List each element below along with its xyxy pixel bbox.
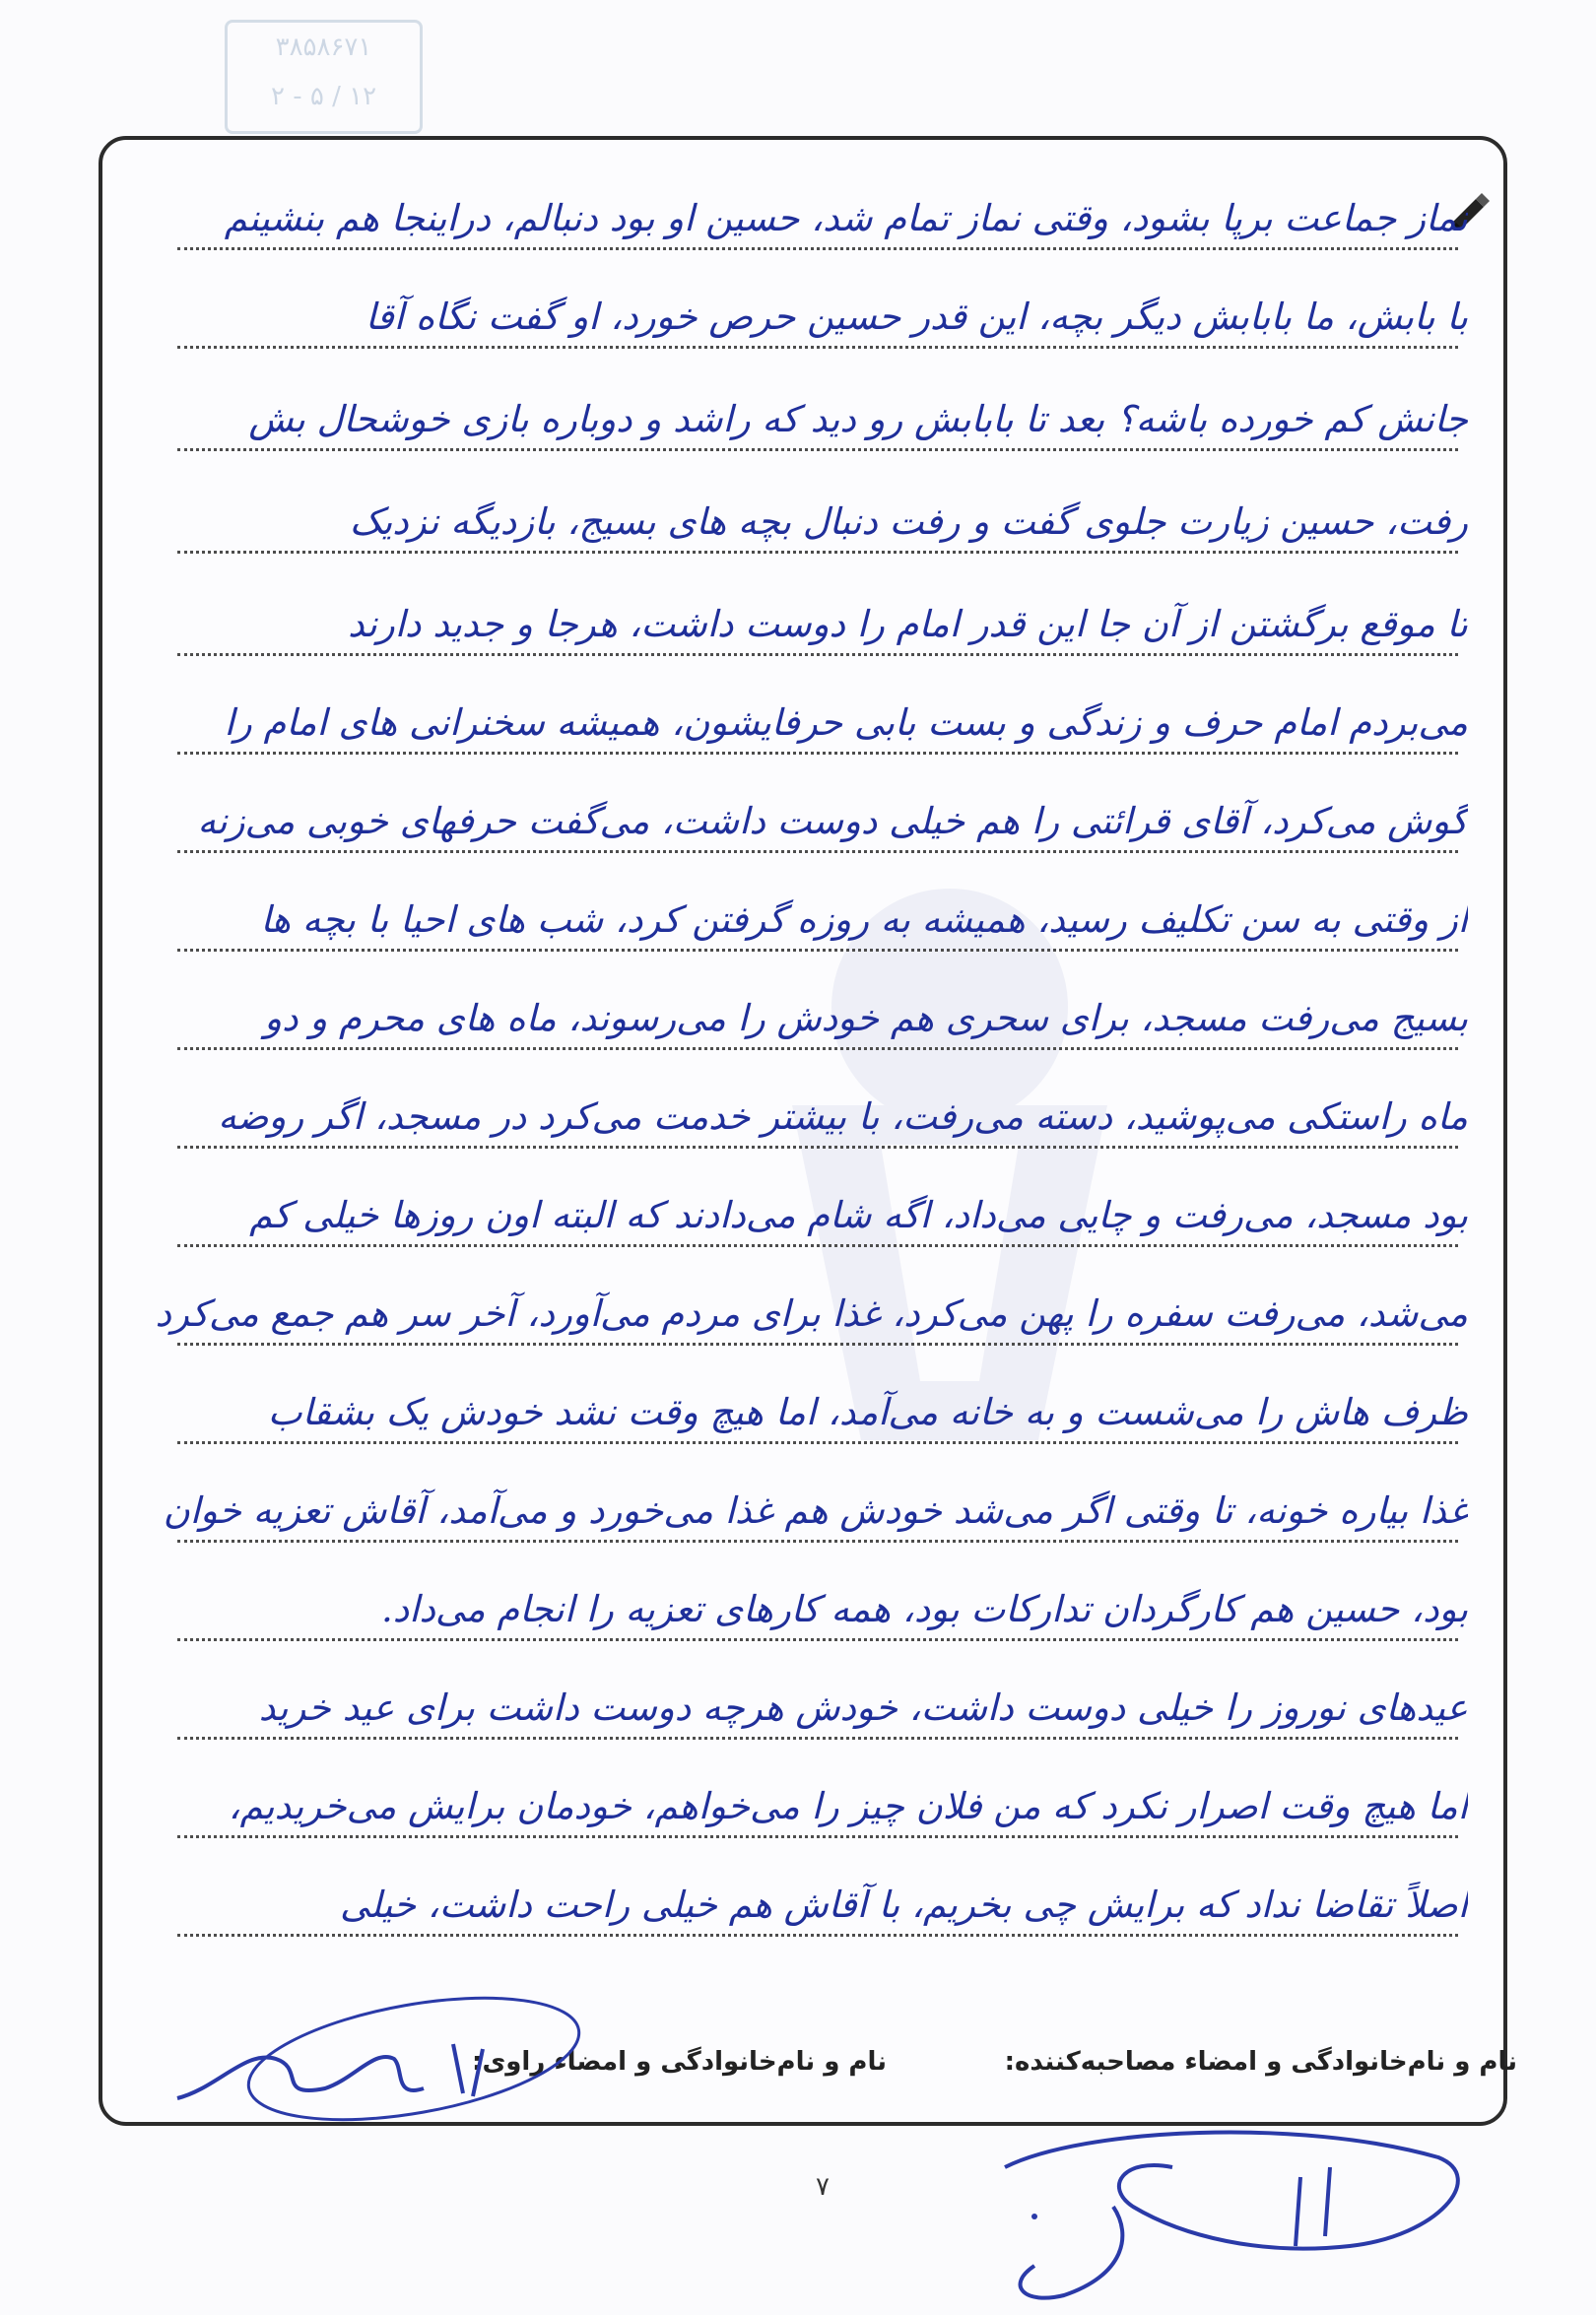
handwritten-line: بود، حسین هم کارگردان تدارکات بود، همه کارهای تعزیه را انجام می‌داد. xyxy=(108,1576,1468,1651)
interviewer-signature-label: نام و نام‌خانوادگی و امضاء مصاحبه‌کننده: xyxy=(1004,2047,1517,2077)
handwritten-line: اما هیچ وقت اصرار نکرد که من فلان چیز را می‌خواهم، خودمان برایش می‌خریدیم، xyxy=(108,1773,1468,1848)
handwritten-line: گوش می‌کرد، آقای قرائتی را هم خیلی دوست داشت، می‌گفت حرفهای خوبی می‌زنه xyxy=(108,788,1468,863)
handwritten-line: عیدهای نوروز را خیلی دوست داشت، خودش هرچه دوست داشت برای عید خرید xyxy=(108,1675,1468,1750)
narrator-signature-icon xyxy=(158,1990,581,2128)
handwritten-line: می‌بردم امام حرف و زندگی و بست بابی حرفایشون، همیشه سخنرانی های امام را xyxy=(108,690,1468,764)
handwritten-line: از وقتی به سن تکلیف رسید، همیشه به روزه گرفتن کرد، شب های احیا با بچه ها xyxy=(108,887,1468,961)
handwritten-line: بود مسجد، می‌رفت و چایی می‌داد، اگه شام می‌دادند که البته اون روزها خیلی کم xyxy=(108,1182,1468,1257)
handwritten-line: می‌شد، می‌رفت سفره را پهن می‌کرد، غذا برای مردم می‌آورد، آخر سر هم جمع می‌کرد xyxy=(108,1281,1468,1356)
handwritten-line: غذا بیاره خونه، تا وقتی اگر می‌شد خودش هم غذا می‌خورد و می‌آمد، آقاش تعزیه خوان xyxy=(108,1478,1468,1553)
handwritten-line: با بابش، ما بابابش دیگر بچه، این قدر حسین حرص خورد، او گفت نگاه آقا xyxy=(108,284,1468,359)
handwritten-line: نماز جماعت برپا بشود، وقتی نماز تمام شد، حسین او بود دنبالم، دراینجا هم بنشینم xyxy=(108,185,1468,260)
handwritten-line: ظرف هاش را می‌شست و به خانه می‌آمد، اما هیچ وقت نشد خودش یک بشقاب xyxy=(108,1379,1468,1454)
stamp-line-2: ۲ - ۵ / ۱۲ xyxy=(270,82,377,111)
interviewer-signature-icon xyxy=(887,2098,1497,2315)
narrator-signature-label: نام و نام‌خانوادگی و امضاء راوی: xyxy=(472,2047,887,2077)
handwritten-line: بسیج می‌رفت مسجد، برای سحری هم خودش را می‌رسوند، ماه های محرم و دو xyxy=(108,985,1468,1060)
stamp-line-1: ۳۸۵۸۶۷۱ xyxy=(275,33,372,62)
handwritten-line: رفت، حسین زیارت جلوی گفت و رفت دنبال بچه های بسیج، بازدیگه نزدیک xyxy=(108,489,1468,563)
page-number: ۷ xyxy=(816,2172,830,2202)
handwritten-line: ماه راستکی می‌پوشید، دسته می‌رفت، با بیشتر خدمت می‌کرد در مسجد، اگر روضه xyxy=(108,1084,1468,1158)
handwritten-line: اصلاً تقاضا نداد که برایش چی بخریم، با آقاش هم خیلی راحت داشت، خیلی xyxy=(108,1872,1468,1947)
handwritten-line: تا موقع برگشتن از آن جا این قدر امام را دوست داشت، هرجا و جدید دارند xyxy=(108,591,1468,666)
handwritten-line: جانش کم خورده باشه؟ بعد تا بابابش رو دید که راشد و دوباره بازی خوشحال بش xyxy=(108,386,1468,461)
